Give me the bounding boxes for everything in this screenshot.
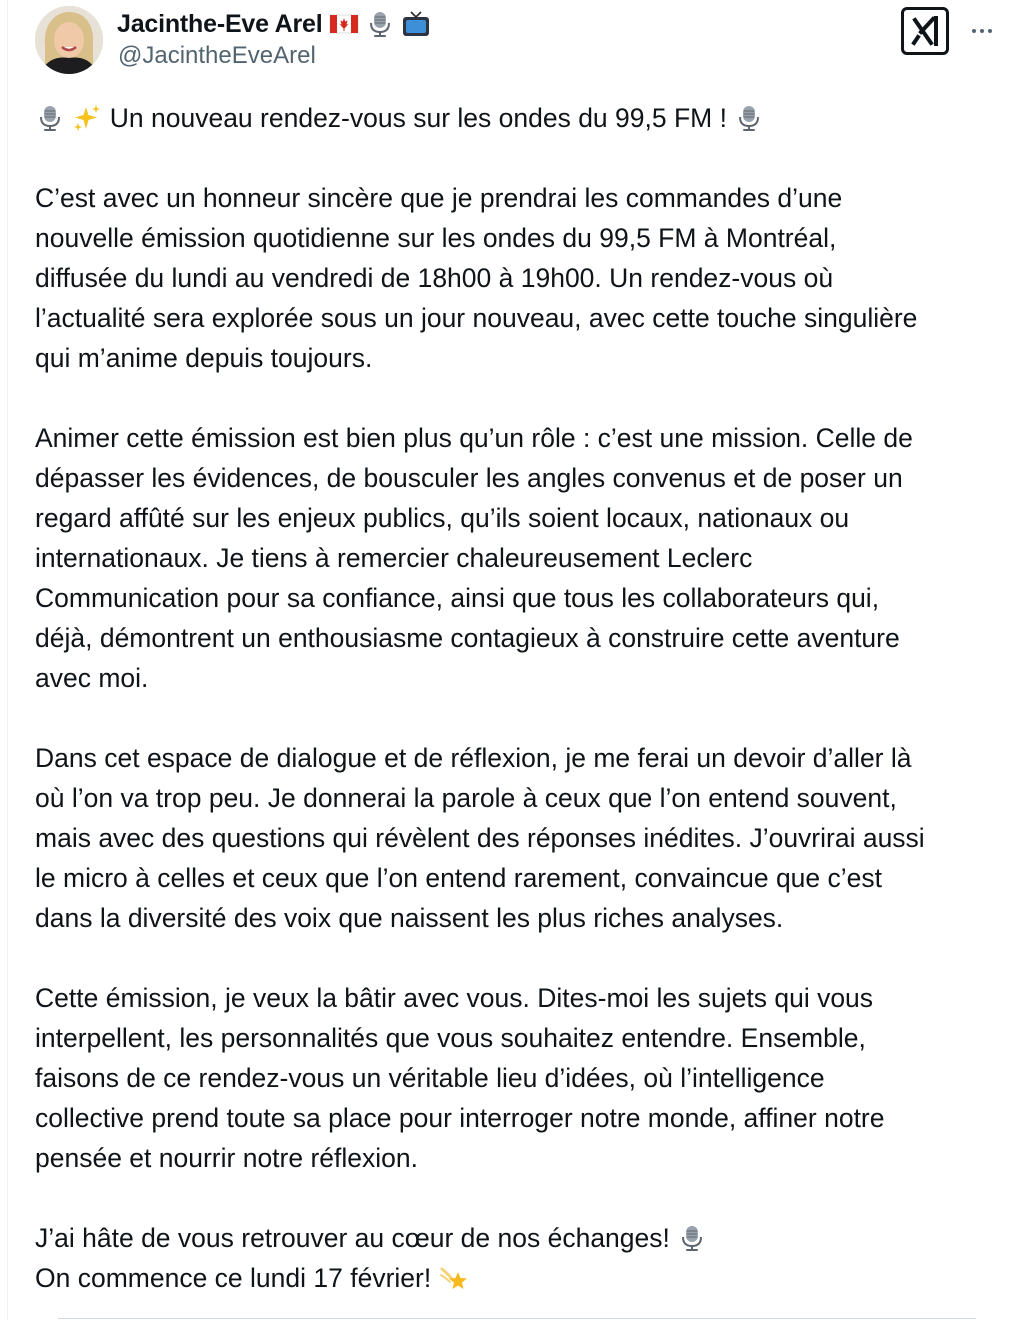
grok-icon [904, 39, 946, 56]
text-line: où l’on va trop peu. Je donnerai la parole à ceux que l’on entend souvent, [35, 783, 897, 813]
closing-line-1 [35, 1218, 1010, 1258]
text-line: Animer cette émission est bien plus qu’un rôle : c’est une mission. Celle de [35, 423, 913, 453]
canada-flag-icon [329, 9, 359, 39]
author-handle[interactable]: @JacintheEveArel [118, 42, 316, 69]
text-line: le micro à celles et ceux que l’on entend rarement, convaincue que c’est [35, 863, 883, 893]
more-options-dot [988, 29, 992, 33]
text-line: l’actualité sera explorée sous un jour nouveau, avec cette touche singulière [35, 303, 918, 333]
paragraph-4 [35, 978, 1010, 1178]
closing-text-1: J’ai hâte de vous retrouver au cœur de nos échanges! [35, 1223, 670, 1253]
text-line: dépasser les évidences, de bousculer les angles convenus et de poser un [35, 463, 903, 493]
text-line: mais avec des questions qui révèlent des réponses inédites. J’ouvrirai aussi [35, 823, 925, 853]
more-options-button[interactable] [962, 14, 1002, 48]
post-header [0, 0, 1022, 90]
shooting-star-icon [439, 1263, 469, 1293]
text-line: collective prend toute sa place pour interroger notre monde, affiner notre [35, 1103, 885, 1133]
closing-paragraph [35, 1218, 1010, 1298]
text-line: interpellent, les personnalités que vous souhaitez entendre. Ensemble, [35, 1023, 866, 1053]
more-options-icon [972, 29, 976, 33]
text-line: internationaux. Je tiens à remercier chaleureusement Leclerc [35, 543, 753, 573]
text-line: déjà, démontrent un enthousiasme contagieux à construire cette aventure [35, 623, 900, 653]
paragraph-2 [35, 418, 1010, 698]
sparkles-icon [72, 103, 102, 133]
avatar[interactable] [35, 6, 103, 74]
author-name[interactable]: Jacinthe-Eve Arel [117, 9, 323, 38]
divider [58, 1318, 976, 1319]
microphone-icon [734, 103, 764, 133]
text-line: nouvelle émission quotidienne sur les ondes du 99,5 FM à Montréal, [35, 223, 837, 253]
closing-line-2 [35, 1258, 1010, 1298]
text-line: faisons de ce rendez-vous un véritable lieu d’idées, où l’intelligence [35, 1063, 825, 1093]
more-options-dot [980, 29, 984, 33]
timeline-border [7, 0, 8, 1320]
television-icon [401, 9, 431, 39]
microphone-icon [35, 103, 65, 133]
text-line: dans la diversité des voix que naissent les plus riches analyses. [35, 903, 784, 933]
text-line: pensée et nourrir notre réflexion. [35, 1143, 418, 1173]
headline-text: Un nouveau rendez-vous sur les ondes du 99,5 FM ! [109, 103, 727, 133]
text-line: Cette émission, je veux la bâtir avec vous. Dites-moi les sujets qui vous [35, 983, 874, 1013]
text-line: Dans cet espace de dialogue et de réflexion, je me ferai un devoir d’aller là [35, 743, 912, 773]
microphone-icon [677, 1223, 707, 1253]
text-line: C’est avec un honneur sincère que je prendrai les commandes d’une [35, 183, 843, 213]
author-name-row [117, 6, 431, 42]
paragraph-1 [35, 178, 1010, 378]
text-line: regard affûté sur les enjeux publics, qu’ils soient locaux, nationaux ou [35, 503, 850, 533]
text-line: qui m’anime depuis toujours. [35, 343, 373, 373]
text-line: Communication pour sa confiance, ainsi que tous les collaborateurs qui, [35, 583, 880, 613]
microphone-icon [365, 9, 395, 39]
text-line: avec moi. [35, 663, 149, 693]
text-line: diffusée du lundi au vendredi de 18h00 à 19h00. Un rendez-vous où [35, 263, 834, 293]
grok-button[interactable] [901, 7, 949, 55]
post-text [35, 98, 1010, 1298]
paragraph-3 [35, 738, 1010, 938]
closing-text-2: On commence ce lundi 17 février! [35, 1263, 432, 1293]
headline-paragraph [35, 98, 1010, 138]
